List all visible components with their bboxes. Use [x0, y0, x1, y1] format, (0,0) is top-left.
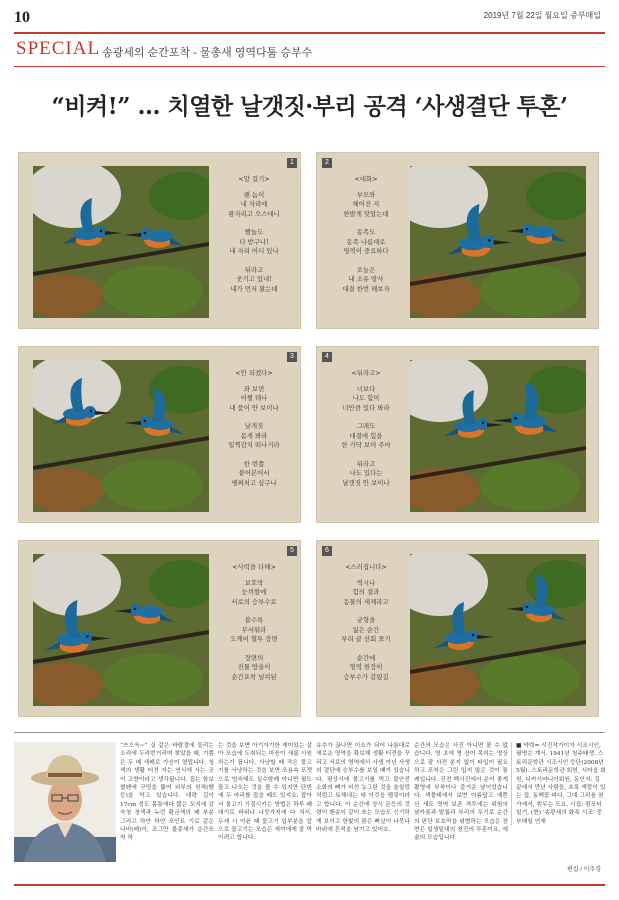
poem-line: 잃은 순간	[352, 625, 380, 634]
poem-line: 좌 보면	[243, 384, 265, 393]
poem-stanza	[209, 616, 299, 645]
poem-line: 영역 현장이	[349, 663, 383, 671]
poem-stanza	[209, 579, 299, 608]
poem-line: 영역이 중요하다	[343, 247, 389, 255]
panel-number: 1	[287, 158, 297, 168]
kingfisher-photo	[410, 166, 586, 318]
panel-6	[316, 540, 599, 717]
poem-line: 서로의 승부수로	[231, 597, 277, 606]
poem-stanza	[209, 266, 299, 295]
poem-line: 일찍감치 떠나거라	[228, 441, 280, 449]
poem-line: 눈끼쌀에	[241, 588, 267, 596]
poem-line: 날갯짓 안 보이나	[342, 478, 390, 487]
article-column-2: 는 것을 보면 아기자기한 재미있는 살아 모습에 도취되는 마음이 새롭 시원하는가 봅니다. 사냥할 때 작은 물고기를 사냥하는 것을 보면 조용속 포켓으로 엄숙해도 실수함께 아니면 필도 물고 나오는 것을 볼 수 있지만 단번에 두 마리를 잡을 때도 있지요. 잡아서 물고기 기절시키는 방법은 하루 쾌대기로 바위나 나뭇가지에 다 쳐서, 두세 시 이윤 때 물고기 입부분을 앞으로 물고기는 모습은 새끼에게 잘 먹이려고 합니다.	[218, 743, 312, 842]
poem-stanza	[321, 654, 411, 683]
poem-line: 진물 방울이	[237, 663, 271, 671]
poem	[209, 563, 299, 691]
page-number: 10	[14, 9, 30, 26]
poem-title: <말 걸기>	[238, 175, 270, 183]
poem-line: 부모와	[356, 190, 376, 199]
poem-line: 한발게 맞았는데	[343, 209, 389, 218]
poem-stanza	[209, 422, 299, 451]
poem-stanza	[321, 191, 411, 220]
poem-line: 뒤라고	[356, 459, 376, 468]
poem-line: 너보다	[356, 384, 376, 393]
poem-stanza	[321, 422, 411, 451]
kingfisher-photo	[410, 360, 586, 512]
poem-stanza	[209, 385, 299, 414]
poem-title: <대화>	[354, 175, 378, 183]
poem	[321, 563, 411, 691]
panel-number: 4	[322, 352, 332, 362]
poem-title: <사력을 다해>	[232, 563, 276, 571]
poem-stanza	[209, 654, 299, 683]
kingfisher-photo	[410, 554, 586, 706]
poem-line: 내 소유 땅사	[348, 275, 384, 283]
top-rule	[14, 32, 605, 34]
poem-line: 웃기고 있네!	[236, 275, 272, 283]
poem-line: 도깨비 혈투 장면	[230, 635, 278, 643]
poem-line: 뒤라고	[244, 265, 264, 274]
poem-line: 다 받구나!	[239, 237, 269, 246]
poem-line: 동족 나름대로	[346, 237, 386, 246]
poem-stanza	[321, 460, 411, 489]
poem-line: 붙어본어서	[238, 469, 270, 477]
section-title: 송광세의 순간포착 - 물총새 영역다툼 승부수	[102, 47, 313, 59]
panel-5	[18, 540, 301, 717]
poem-line: 날개짓	[244, 422, 264, 430]
kingfisher-photo	[33, 360, 209, 512]
panel-1	[18, 152, 301, 329]
poem-stanza	[321, 228, 411, 257]
poem-line: 부리 끝 선회 쪼기	[341, 635, 391, 643]
author-portrait	[14, 742, 116, 862]
poem-stanza	[321, 579, 411, 608]
poem-line: 쌩쩌처고 싶구나	[231, 478, 277, 487]
poem-line: 빨놀도	[244, 228, 264, 236]
headline: “비켜!” … 치열한 날갯짓·부리 공격 ‘사생결단 투혼’	[51, 93, 568, 120]
poem-line: 승부수가 갈렸길	[343, 672, 389, 681]
poem-line: 동족도	[356, 228, 376, 236]
poem-line: 대결 한번 해보자	[342, 284, 390, 293]
author-bio: ■ 약력= 시진작가이자 시조시인, 필명은 계서. 1941년 청주태생. 스토리문학관 시조시인 등단(2008년 5월). 스토리문학관 회원, 시마을 회원, 디카시마니아회원, 동인지: 길 끝에서 만난 사람들, 초록 색깔이 있는 집, 동백꽃 피다, 그대 그리움 참가에서, 흰무는 도요, 시집: 펌포터 일기, (현) '송광세의 화폭 시조' 중부매일 연재	[511, 742, 607, 826]
poem-line: 내 품이 안 보이나	[229, 403, 279, 412]
poem-line: 순간포착 넘쳐된	[231, 672, 277, 681]
poem-stanza	[321, 385, 411, 414]
poem-line: 균형을	[356, 616, 376, 624]
issue-date: 2019년 7월 22일 월요일 중부매일	[483, 11, 601, 20]
poem-line: 몸게 봐라	[240, 431, 268, 440]
poem-line: 내 자리 어디 있나	[229, 247, 279, 255]
poem	[321, 175, 411, 303]
poem	[209, 369, 299, 497]
panel-3	[18, 346, 301, 523]
poem	[321, 369, 411, 497]
poem-stanza	[209, 460, 299, 489]
poem-line: 헤어진 지	[352, 200, 380, 208]
editor-credit: 편집 / 이주경	[567, 867, 601, 873]
poem-line: 왕자리고 으스대니	[228, 209, 280, 218]
poem-line: 역시나	[356, 578, 376, 587]
article-column-1: “쓰으윽~” 실 같은 바람결에 들리는 소리에 두리번거리며 찾았을 때, 기쁨은 두 배 새배로 가슴이 열립니다. 청색의 생활 터전 자는 연식에 사는 곳이 고향이라고 생각됩니다. 집는 함보 쩔펜에 구멍을 뚫어 외부의 천적(뱀 등)을 막고 있습니다. 대략 길이 17cm 정도 몸통에다 짧은 꼬지에 감숙청 청색과 누런 황금색의 배 부분 그리고 하얀 하얀 포인트 기로 같은 나비(배)이, 조그만 물총새가 순간포착 하	[120, 743, 214, 842]
poem-line: 힘의 결과	[352, 588, 380, 596]
section-label: SPECIAL	[16, 38, 101, 59]
footer-rule	[14, 884, 605, 886]
poem-line: 내가 먼저 왔는데	[230, 284, 278, 293]
poem-line: 한 가닥 보여 주마	[341, 441, 391, 449]
poem-stanza	[321, 266, 411, 295]
poem-stanza	[209, 191, 299, 220]
poem-line: 동물의 세계라고	[343, 597, 389, 606]
kingfisher-photo	[33, 166, 209, 318]
poem-line: 보호막	[244, 578, 264, 587]
poem-line: 내 자리에	[240, 200, 268, 208]
panel-number: 2	[322, 158, 332, 168]
panel-4	[316, 346, 599, 523]
poem-line: 무서워라	[241, 625, 267, 634]
kingfisher-photo	[33, 554, 209, 706]
panel-2	[316, 152, 599, 329]
poem	[209, 175, 299, 303]
poem-title: <뒤라고>	[351, 369, 381, 377]
panel-number: 3	[287, 352, 297, 362]
article-rule	[14, 732, 605, 733]
panel-number: 5	[287, 546, 297, 556]
poem-line: 장면의	[244, 653, 264, 662]
poem-line: 어쩔 테나	[240, 394, 268, 402]
poem-line: 순간에	[356, 653, 376, 662]
poem-line: 대결에 힘을	[349, 431, 383, 440]
article-column-4: 순간의 모습은 사진 아니면 볼 수 없습니다. 영 초에 영 장이 목히는 영상으로 잘 사전 분지 없이 타입이 필요하고 포착은 그린 입지 않은 것이 통례입니다. 진전 백사진에서 운이 좋게 촬영에 부착이나 즐거운 날이었습니다. 색물테에서 보면 아름답고 예쁜 산 새도 영역 보존 격투에는 위험의 날카롯과 발톱과 부리의 무기로 순간의 판단 보호막을 위협하는 모습은 장면은 일생일대의 천진의 투혼이요, 예술의 모습입니다.	[414, 743, 508, 842]
poem-line: 나도 힘이	[352, 394, 380, 402]
poem-title: <안 되겠다>	[235, 369, 273, 377]
panel-number: 6	[322, 546, 332, 556]
poem-line: 너만큼 있다 봐라	[342, 403, 390, 412]
poem-line: 나도 있다는	[349, 469, 383, 477]
poem-line: 웬 놈이	[243, 190, 265, 199]
poem-title: <스러집니다>	[345, 563, 387, 571]
poem-line: 오늘은	[356, 265, 376, 274]
article-column-3: 유추가 끊나면 이소가 되어 나름대로 새로운 영역을 확보해 생활 터전을 꾸리고 서로의 영역에서 사생 아닌 사생의 결단에 승부수를 보일 때가 있습니다. 평상시에 물고기를 먹고 불안전 소화의 뼈가 비친 농그란 것을 울칠렁처럼고 토해내는 데 이것을 펠릿이라고 합니다. 이 순간에 장시 몬등의 것령이 밴송이 같이 쏘는 모습도 신기하게 보이고 한빛의 붉은 뼈살이 나뭇나 바위에 흔적을 남기고 있어요.	[316, 743, 410, 834]
poem-line: 불수록	[244, 616, 264, 624]
poem-line: 그래도	[356, 422, 376, 430]
poem-line: 한 번쯤	[243, 459, 265, 468]
poem-stanza	[209, 228, 299, 257]
section-rule	[14, 66, 605, 67]
poem-stanza	[321, 616, 411, 645]
